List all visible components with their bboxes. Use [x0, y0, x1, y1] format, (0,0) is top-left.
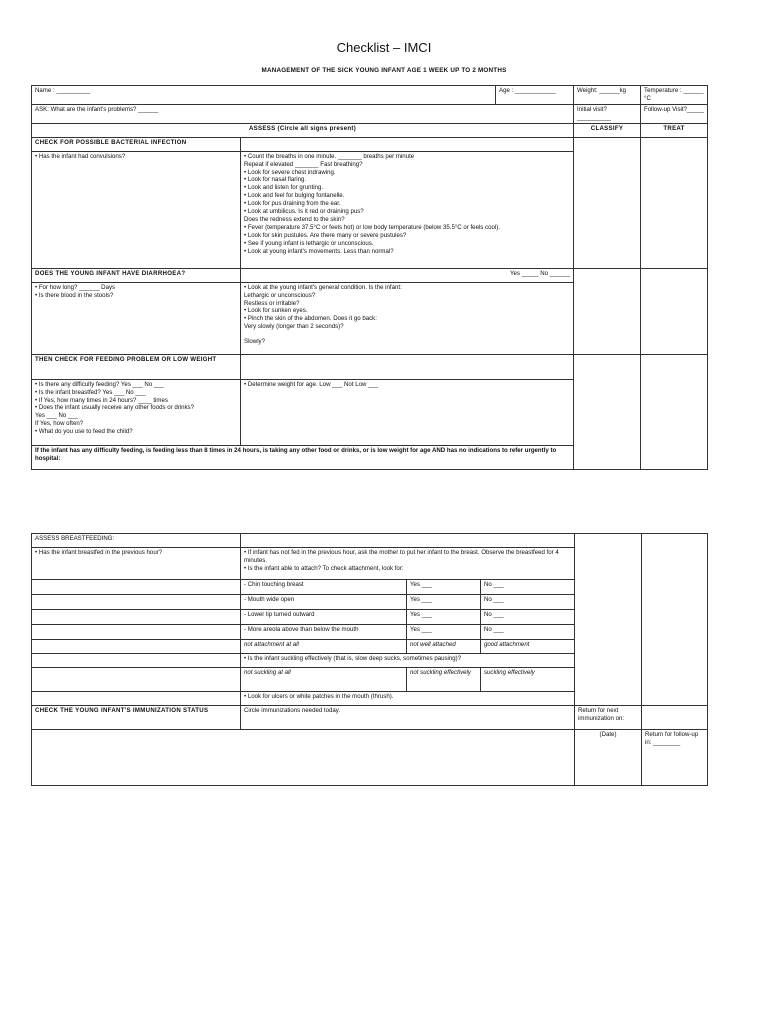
immunization-heading: CHECK THE YOUNG INFANT'S IMMUNIZATION STATUS	[32, 706, 241, 730]
breastfeed-instruction	[241, 548, 575, 580]
attach-result-not-well[interactable]: not well attached	[407, 640, 481, 654]
attachment-no[interactable]: No ___	[481, 580, 575, 595]
diarrhoea-sign: • Look for sunken eyes.	[244, 307, 308, 315]
assess-column-header: ASSESS (Circle all signs present)	[32, 123, 574, 137]
bacterial-sign: • Look and listen for grunting.	[244, 184, 324, 192]
diarrhoea-sign: • Look at the young infant's general condition. Is the infant:	[244, 283, 402, 291]
breastfeeding-table	[31, 533, 708, 786]
attachment-sign: - Mouth wide open	[241, 595, 407, 610]
diarrhoea-signs	[241, 282, 574, 354]
bacterial-signs	[241, 151, 574, 268]
bacterial-sign: • Look at umbilicus. Is it red or draining pus?	[244, 208, 364, 216]
bacterial-sign: • Count the breaths in one minute. _______ breaths per minute	[244, 152, 415, 160]
attachment-no[interactable]: No ___	[481, 610, 575, 625]
suckling-result-not-effective[interactable]: not suckling effectively	[407, 668, 481, 692]
temperature-field[interactable]: Temperature : ______ °C	[641, 86, 708, 105]
thrush-check: • Look for ulcers or white patches in the mouth (thrush).	[241, 692, 575, 706]
diarrhoea-classify-cell[interactable]	[574, 268, 641, 354]
age-field[interactable]: Age : ____________	[496, 86, 574, 105]
breastfeeding-treat-cell[interactable]	[642, 534, 708, 706]
assessment-table	[31, 85, 708, 470]
weight-field[interactable]: Weight: ______kg	[574, 86, 641, 105]
breastfeeding-heading: ASSESS BREASTFEEDING:	[32, 534, 241, 548]
attachment-sign: - More areola above than below the mouth	[241, 625, 407, 640]
page-subtitle: MANAGEMENT OF THE SICK YOUNG INFANT AGE 1 WEEK UP TO 2 MONTHS	[261, 67, 507, 74]
treat-column-header: TREAT	[641, 123, 708, 137]
attach-result-good[interactable]: good attachment	[481, 640, 575, 654]
feeding-question: Yes ___ No ___	[35, 412, 79, 420]
suckling-question: • Is the infant suckling effectively (that is, slow deep sucks, sometimes pausing)?	[241, 654, 575, 668]
attachment-sign: - Lower lip turned outward	[241, 610, 407, 625]
return-date[interactable]: (Date)	[575, 730, 642, 786]
diarrhoea-questions	[32, 282, 241, 354]
name-field[interactable]: Name : __________	[32, 86, 496, 105]
suckling-result-none[interactable]: not suckling at all	[241, 668, 407, 692]
feeding-treat-cell[interactable]	[641, 354, 708, 469]
attachment-sign: - Chin touching breast	[241, 580, 407, 595]
weight-for-age-check: • Determine weight for age. Low ___ Not Low ___	[241, 379, 574, 445]
suckling-result-effective[interactable]: suckling effectively	[481, 668, 575, 692]
return-follow-up[interactable]: Return for follow-up in: ________	[642, 730, 708, 786]
observe-instruction: • If infant has not fed in the previous hour, ask the mother to put her infant to the breast. Observe the breastfeed for 4 minutes.	[244, 549, 559, 564]
diarrhoea-question: • For how long? ______ Days	[35, 283, 116, 291]
bacterial-sign: Repeat if elevated _______ Fast breathing?	[244, 160, 363, 168]
bacterial-sign: • Look at young infant's movements. Less than normal?	[244, 247, 394, 255]
convulsions-question: • Has the infant had convulsions?	[32, 151, 241, 268]
page-title: Checklist – IMCI	[336, 40, 432, 55]
diarrhoea-sign: Slowly?	[244, 338, 265, 346]
feeding-question: • If Yes, how many times in 24 hours? ____ times	[35, 396, 168, 404]
diarrhoea-sign: Lethargic or unconscious?	[244, 291, 316, 299]
feeding-question: • Is there any difficulty feeding? Yes ___ No ___	[35, 380, 165, 388]
diarrhoea-sign: • Pinch the skin of the abdomen. Does it go back:	[244, 315, 377, 323]
attachment-no[interactable]: No ___	[481, 625, 575, 640]
bacterial-sign: • Look for nasal flaring.	[244, 176, 307, 184]
classify-column-header: CLASSIFY	[574, 123, 641, 137]
feeding-note: If the infant has any difficulty feeding, is feeding less than 8 times in 24 hours, is taking any other food or drinks, or is low weight for age AND has no indications to refer urgently to hospital:	[32, 445, 574, 469]
immunization-record-area[interactable]	[32, 730, 575, 786]
bacterial-sign: • Look for severe chest indrawing.	[244, 168, 336, 176]
bacterial-sign: • Look for skin pustules. Are there many or severe pustules?	[244, 231, 407, 239]
attachment-yes[interactable]: Yes ___	[407, 610, 481, 625]
diarrhoea-sign: Very slowly (longer than 2 seconds)?	[244, 323, 344, 331]
initial-visit-field[interactable]: Initial visit? __________	[574, 104, 641, 123]
diarrhoea-question: • Is there blood in the stools?	[35, 291, 114, 299]
attachment-yes[interactable]: Yes ___	[407, 595, 481, 610]
bacterial-classify-cell[interactable]	[574, 137, 641, 268]
feeding-classify-cell[interactable]	[574, 354, 641, 469]
bacterial-infection-heading: CHECK FOR POSSIBLE BACTERIAL INFECTION	[32, 137, 241, 151]
breastfed-question: • Has the infant breastfed in the previous hour?	[32, 548, 241, 580]
attachment-no[interactable]: No ___	[481, 595, 575, 610]
feeding-question: • What do you use to feed the child?	[35, 428, 133, 436]
feeding-heading: THEN CHECK FOR FEEDING PROBLEM OR LOW WEIGHT	[32, 354, 241, 379]
diarrhoea-heading: DOES THE YOUNG INFANT HAVE DIARRHOEA?	[32, 268, 241, 282]
diarrhoea-yes-no[interactable]: Yes _____ No ______	[241, 268, 574, 282]
bacterial-sign: • See if young infant is lethargic or unconscious.	[244, 239, 374, 247]
bacterial-treat-cell[interactable]	[641, 137, 708, 268]
feeding-question: If Yes, how often?	[35, 420, 84, 428]
bacterial-sign: Does the redness extend to the skin?	[244, 216, 345, 224]
feeding-question: • Does the infant usually receive any other foods or drinks?	[35, 404, 194, 412]
bacterial-sign: • Fever (temperature 37.5°C or feels hot) or low body temperature (below 35.5°C or feels cool).	[244, 223, 500, 231]
attach-result-none[interactable]: not attachment at all	[241, 640, 407, 654]
diarrhoea-sign	[244, 331, 570, 338]
immunization-instruction: Circle immunizations needed today.	[241, 706, 575, 730]
feeding-question: • Is the infant breastfed? Yes ___ No ___	[35, 388, 146, 396]
bacterial-sign: • Look for pus draining from the ear.	[244, 200, 341, 208]
diarrhoea-sign: Restless or irritable?	[244, 299, 300, 307]
follow-up-visit-field[interactable]: Follow-up Visit?_____	[641, 104, 708, 123]
breastfeeding-classify-cell[interactable]	[575, 534, 642, 706]
feeding-questions	[32, 379, 241, 445]
ask-problems-field[interactable]: ASK: What are the infant's problems? ______	[32, 104, 574, 123]
attachment-yes[interactable]: Yes ___	[407, 580, 481, 595]
attach-question: • Is the infant able to attach? To check attachment, look for:	[244, 564, 404, 572]
bacterial-sign: • Look and feel for bulging fontanelle.	[244, 192, 345, 200]
attachment-yes[interactable]: Yes ___	[407, 625, 481, 640]
diarrhoea-treat-cell[interactable]	[641, 268, 708, 354]
return-next-immunization[interactable]: Return for next immunization on:	[575, 706, 642, 730]
